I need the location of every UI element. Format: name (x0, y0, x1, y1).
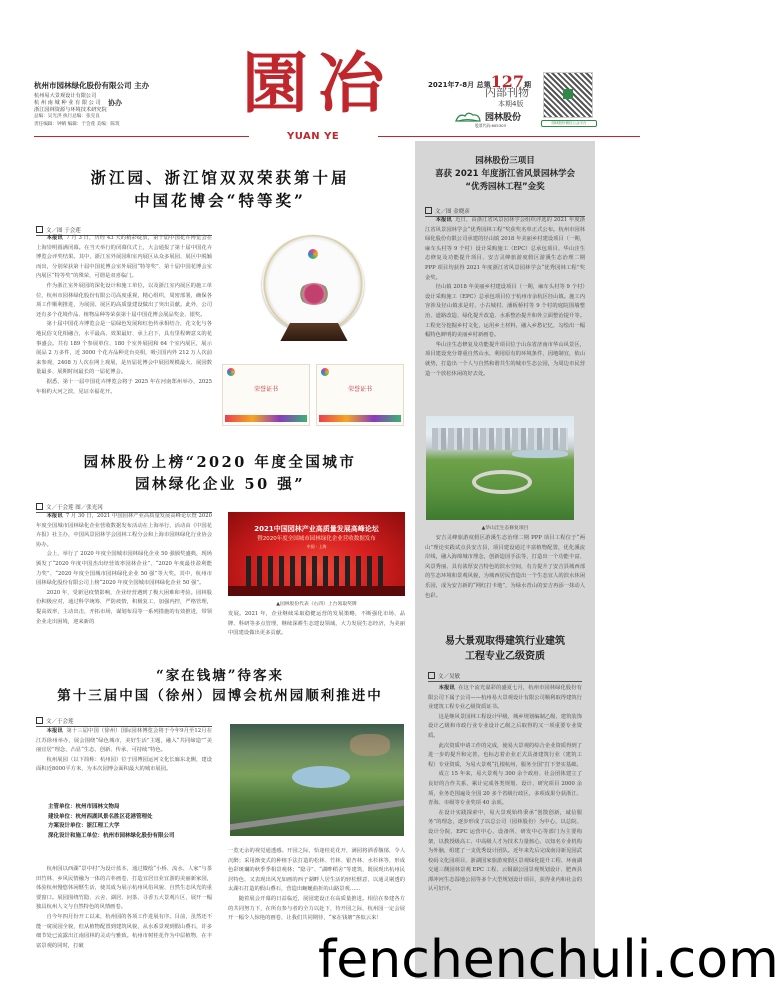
ribbon-decoration (319, 415, 401, 422)
article-3-headline (20, 666, 420, 706)
issue-date: 2021年7-8月 总第 (428, 81, 491, 89)
article-1-body (36, 234, 212, 397)
headline-line: “优秀园林工程”金奖 (465, 182, 545, 192)
qr-label: 园林股份微信公众平台 (541, 120, 597, 127)
hangzhou-garden-rendering (230, 724, 404, 836)
paragraph: 本报讯 第十三届中国（徐州）国际园林博览会将于今年9月至12月在江苏徐州举办，展会围绕“绿色城市，美好生活”主题，融入“共同缔造”“美丽宜居”理念，凸显“生态、创新、传承、可持续”特色。 (36, 728, 212, 754)
article-2-byline: 文／于会莲 图／张光冈 (36, 503, 212, 513)
paragraph: 径山镇 2018 年美丽乡村建设项目（一期，麻车头村等 9 个村）设计采购施工（EPC）总承包项目位于杭州市余杭区径山镇。施工内容涉及径山镇求是村、小古城村、潘板桥村等 9 个村的庭院围墙整治、道路改造、绿化提升改造、水系整治提升和外立面整治提升等。工程充分挖掘乡村文化，运用乡土材料，融入乡愁记忆，勾绘出一幅幅特色鲜明的美丽乡村新画卷。 (425, 284, 585, 339)
sidebar-article-1-body-continued: 安吉灵峰旅游度假区游溪生态治理二期 PPP 项目工程位于“两山”理论实践试点县安吉县，项目建设通过丰富植物配置，优化溪流岸线，融入海绵城市理念，创新造园手法等，打造出一个功能丰富、风景秀丽、具有浓厚安吉特色的滨水空间，有力提升了安吉县城西部的生态环境和景观风貌，为城西居民营造出一个生态宜人的滨水休闲乐园，成为安吉新的“网红打卡地”，为绿水青山的安吉再添一抹动人色彩。 (425, 535, 585, 599)
headline-line: 工程专业乙级资质 (465, 651, 545, 662)
award-plate-image (262, 235, 364, 333)
expo-logo-icon (308, 249, 318, 259)
paragraph: 第十届中国花卉博览会是一届绿色发展和红色传承相结合，花文化与各地民俗文化相融合，水平最高、效果最好、承上启下，具有里程碑意义的花事盛会。共有 189 个参展单位、180 个室外展园和 64 个室内展区，展示展品 2 万多件，近 3000 个花卉品种竞台亮相，吸引国内外 212 万人次前来参观，2408 万人次在网上观展，是历届花博会中展园规模最大、展园数量最多、展期时间最长的一届花博会。 (36, 321, 212, 376)
organizer: 杭州市园林绿化股份有限公司 主办 (34, 81, 150, 90)
lead-label: 本报讯 (46, 728, 63, 734)
lead-label: 本报讯 (438, 685, 455, 691)
headline-line: 浙江园、浙江馆双双荣获第十届 (90, 168, 350, 187)
article-3-body-right-bottom (228, 847, 405, 924)
lead-label: 本报讯 (46, 235, 63, 241)
masthead-rule (34, 136, 249, 137)
headline-line: 园林股份上榜“2020 年度全国城市 (83, 454, 357, 471)
logo-character: 冶 (318, 44, 384, 122)
paragraph: 随着展会开幕的日益临近，展园建设正在高质量推进。相信在参建各方的共同努力下，在所有参与者的全力以赴下，待开园之际，杭州园一定会展开一幅令人惊艳的画卷，让我们共同期待，“家在钱塘”客似云来！ (228, 895, 405, 922)
certificate-title: 荣誉证书 (347, 386, 372, 393)
lead-label: 本报讯 (435, 217, 452, 223)
credit-line: 建设单位：杭州西湖风景名胜区花港管理处 (48, 813, 153, 820)
staff-line: 责任编辑：钟晴 编辑：于会莲 美编：陈筑 (34, 122, 120, 127)
issue-number: 127 (490, 72, 524, 91)
circular-path (472, 470, 532, 494)
huashanwa-park-photo (426, 416, 574, 520)
sidebar-article-1-body (425, 216, 585, 379)
autumn-trees (350, 734, 390, 756)
award-ceremony-photo (228, 512, 405, 596)
paragraph: 杭州园以西湖“景中村”为设计蓝本，通过微绘“小桥、流水、人家”与茶田竹林、乡风民情融为一体的古朴画卷，打造宜居宜业宜游的美丽新家园，体验杭州慢悠休闲惬生活，使其成为展示杭州风俗风貌、自然生态风光的重要窗口。展园围绕竹隐、云舍、湖居、问茶、寻香五大景观片区，展开一幅独具杭州人文与自然特色的风情画卷。 (36, 866, 212, 911)
paragraph: 作为浙江室外展园的深化设计和施工单位，以及浙江室内展区的施工单位，杭州市园林绿化股份有限公司高度重视，精心组织，周密部署，确保各项工作顺利推进，为展园、展区的高质量建设做出了突出贡献。此外，公司还有多个花境作品、植物品种等荣获第十届中国花博会展品奖金、银奖。 (36, 282, 212, 318)
article-1-byline: 文／图 于会莲 (36, 226, 212, 236)
cloud-logo-icon (455, 111, 481, 123)
headline-line: 园林绿化企业 50 强” (134, 476, 306, 493)
watermark-text: fenchenchuli.com (318, 930, 779, 990)
paragraph: 一览无余的视觉通透感。开园之际，恰逢桂花花开，满园将洒香馥郁，令人沉醉；采用渐变式的种植手法打造的松林、竹林、银杏林、水杉林等，形成色彩斑斓的秋季季相景观林；“隐寻”、“湖畔稻舍”等建筑，既展现出杭州民居特色，又表现出风光如画的西子湖畔人居生活的轻松惬意，以通灵剔透的太湖石打造的假山叠石，营造出蜿蜒曲折的山路景观…… (228, 848, 405, 893)
article-3-body (36, 727, 212, 775)
peony-flower-icon (298, 283, 330, 305)
internal-publication: 内部刊物 (485, 86, 529, 99)
sidebar-article-1-headline (415, 155, 595, 194)
sidebar-article-2-body (428, 684, 582, 895)
paragraph: 本报讯 在这个流光溢彩的盛夏七月，杭州市园林绿化股份有限公司下属子公司——杭州易大景观设计有限公司顺利取得建筑行业建筑工程专业乙级资质证书。 (428, 685, 582, 711)
co-organizer: 杭州易大景观设计有限公司 (34, 93, 97, 99)
article-1-headline (30, 166, 410, 212)
banner-line: 2021中国园林产业高质量发展高峰论坛 (254, 525, 379, 533)
sidebar-article-2-byline: 文／吴敏 (428, 672, 582, 682)
issue-suffix: 期 (523, 81, 531, 89)
credit-line: 主管单位：杭州市园林文物局 (48, 804, 120, 810)
headline-line: 易大景观取得建筑行业建筑 (445, 636, 565, 647)
article-3-body-left-bottom (36, 865, 212, 951)
headline-line: 第十三届中国（徐州）园博会杭州园顺利推进中 (57, 688, 383, 704)
paragraph: 本报讯 7 月 30 日，2021 中国园林产业高质量发展高峰论坛暨 2020 年度全国城市园林绿化企业营收数据发布活动在上海举行，活动由《中国花卉报》社主办，中国风景园林学会园林工程分会和上海市园林绿化行业协会协办。 (36, 513, 213, 548)
staff-line: 总编：吴光洪 执行总编：张克良 (34, 114, 100, 119)
paragraph: 本报讯 近日，由浙江省风景园林学会组织评选的 2021 年度浙江省风景园林学会“优秀园林工程”奖获奖名单正式公布。杭州市园林绿化股份有限公司承建的径山镇 2018 年美丽乡村建设项目（一期，麻车头村等 9 个村）设计采购施工（EPC）总承包项目、华山洼生态修复及功能提升项目、安吉灵峰旅游度假区游溪生态治理二期 PPP 项目均获得 2021 年度浙江省风景园林学会“优秀园林工程”奖金奖。 (425, 217, 585, 281)
masthead-rule (378, 136, 640, 137)
logo-character: 園 (242, 44, 308, 122)
co-organizer: 杭 州 南 城 种 业 有 限 公 司 (34, 100, 101, 106)
expo-logo-icon (321, 368, 329, 376)
sidebar-article-1-byline: 文／图 金晓彦 (425, 207, 585, 217)
headline-line: 园林股份三项目 (475, 156, 535, 166)
article-2-body (36, 512, 212, 627)
paragraph: 此次资质申请工作的完成，使易大景观的综合企业资质得到了进一步的提升和完善，也标志着企业正式具备建筑行业（建筑工程）专业资质，为易大景观“扎根杭州，服务全国”打下坚实基础。 (428, 742, 582, 768)
paragraph: 本报讯 7 月 3 日，历经 43 天的精彩绽放，第十届中国花卉博览会在上海崇明圆满闭幕。在当天举行的闭幕仪式上，大会通报了第十届中国花卉博览会评奖结果。其中，浙江室外展园和室内展区从众多展园、展区中脱颖而出，分别荣获第十届中国花博会室外展园“特等奖”、第十届中国花博会室内展区“特等奖”的殊荣，可谓是双喜临门。 (36, 235, 212, 280)
article-3-byline: 文／于会莲 (36, 717, 212, 727)
paragraph: 自今年四月份开工以来，杭州园的各项工作进展有序。目前，虽然还不能一窥展园全貌，但从植物配置到建筑风貌，从水系景观到假山叠石，许多细节处已流露出江南园林的灵动与雅致。杭州市树桂花作为中层植物，在丰富景观的同时，打破 (36, 913, 212, 949)
logo-pinyin: YUAN YE (287, 131, 340, 142)
honor-certificate-image (222, 364, 310, 426)
sidebar-article-2-headline (415, 634, 595, 664)
stock-code: 股票代码:605303 (475, 123, 506, 128)
headline-line: “家在钱塘”待客来 (155, 668, 285, 684)
certificate-title: 荣誉证书 (253, 386, 278, 393)
co-organizer-list (34, 93, 107, 114)
brand-name: 园林股份 (485, 113, 522, 123)
article-2-body-continued: 发展。2021 年，企业继续采取稳健运营的发展策略，不断强化市场、品牌、科研等多点管理，继续深耕生态建设领域，大力发展生态经济，为美丽中国建设做出更多贡献。 (228, 611, 405, 637)
photo-caption: ▲华山洼生态修复项目 (481, 526, 529, 531)
paragraph: 华山洼生态修复及功能提升项目位于山东省济南市华山风景区，项目建设充分尊重自然山水，利用原有的环境条件，因地制宜，依山就势，打造出一个人与自然和谐共生的城市生态公园，为周边市民营造一个放松休闲的好去处。 (425, 341, 585, 377)
expo-logo-icon (227, 368, 235, 376)
paragraph: 杭州展园（以下简称：杭州园）位于园博园运河文化长廊东北侧，建设面积近8000平方米，为本次园博会面积最大的城市展园。 (36, 756, 212, 773)
lake (512, 450, 568, 458)
pond (292, 766, 350, 788)
banner-line: 暨2020年度全国城市园林绿化企业营收数据发布 (257, 536, 376, 542)
honor-certificate-image (316, 364, 404, 426)
qr-center-logo-icon (563, 89, 573, 99)
credit-line: 深化设计和施工单位：杭州市园林绿化股份有限公司 (48, 832, 175, 839)
credit-line: 方案设计单位：浙江理工大学 (48, 823, 120, 830)
co-organizer: 浙江园林资源与环境技术研究院 (34, 107, 107, 113)
paragraph: 会上，举行了 2020 年度全国城市园林绿化企业 50 强颁奖盛典，现场颁发了“2020 年度中国杰出经营效率园林企业”、“2020 年度最佳盈利能力奖”、“2020 年度全国城市园林绿化企业 50 强”等大奖。其中，杭州市园林绿化股份有限公司上榜“2020 年度全国城市园林绿化企业 50 强”。 (36, 551, 212, 587)
co-organizer-role: 协办 (108, 99, 122, 107)
paragraph: 2020 年，受新冠疫情影响，企业经营遇到了极大困难和考验。园林股份积极应对，通过科学统筹，严防疫情，积极复工，加强内控，严格管理，提高效率，主动出击，开拓市场，谋划布局等一系列措施的有效推进，带领企业走出困境，迎来新的 (36, 589, 212, 625)
banner-line: 中国 · 上海 (306, 544, 327, 549)
paragraph: 成立 15 年来，易大景观与 300 余个政府、社会团体建立了良好的合作关系，累计完成各类规划、设计、研究项目 2000 余项，业务范围遍及全国 20 多个省级行政区，多项成果分获浙江、青海、市级等专业奖项 40 余项。 (428, 771, 582, 807)
headline-line: 中国花博会“特等奖” (134, 191, 306, 210)
project-credits (48, 803, 218, 841)
paragraph: 据悉，第十一届中国花卉博览会将于 2025 年在河南郑州举办，2025 年相约大河之滨，见证幸福花开。 (36, 378, 212, 395)
photo-caption: ▲园林股份代表（右四）上台领取奖牌 (276, 602, 357, 607)
paragraph: 这是继风景园林工程设计甲级、城乡规划编制乙级、建筑装饰设计乙级和市政行业专业设计乙级之后取得的又一项重要专业资质。 (428, 713, 582, 739)
path (230, 800, 404, 830)
headline-line: 喜获 2021 年度浙江省风景园林学会 (434, 169, 576, 179)
city-skyline (432, 428, 568, 450)
brand-logo (455, 110, 521, 123)
award-recipients-group (246, 556, 386, 586)
page-count: 本期4版 (498, 100, 524, 108)
ribbon-decoration (225, 415, 307, 422)
stage-floor (228, 586, 405, 596)
lead-label: 本报讯 (46, 513, 63, 519)
staff-credits (34, 113, 120, 129)
article-2-headline (30, 452, 410, 496)
paragraph: 在设计实践探索中，易大景观始终秉承“创散创新，诚信服务”的理念，逐步形成了以总公司（园林股份）为中心，以总院、设计分院、EPC 运营中心、设备所、研发中心等部门为主要构架，以教授级高工、中高级人才为技术力量核心，以知名专业机构为外脑，组建了一支优秀设计团队。近年来先后完成南浔新见园武校码文化园项目、浙湖国家旅游度假区景观绿化提升工程、环南湖交通三侧园林景观 EPC 工程、云铜湖公园景观规划设计、肥西县潭冲河生态湿地公园等多个大型规划设计项目，获得业内和社会的认可好评。 (428, 809, 582, 893)
